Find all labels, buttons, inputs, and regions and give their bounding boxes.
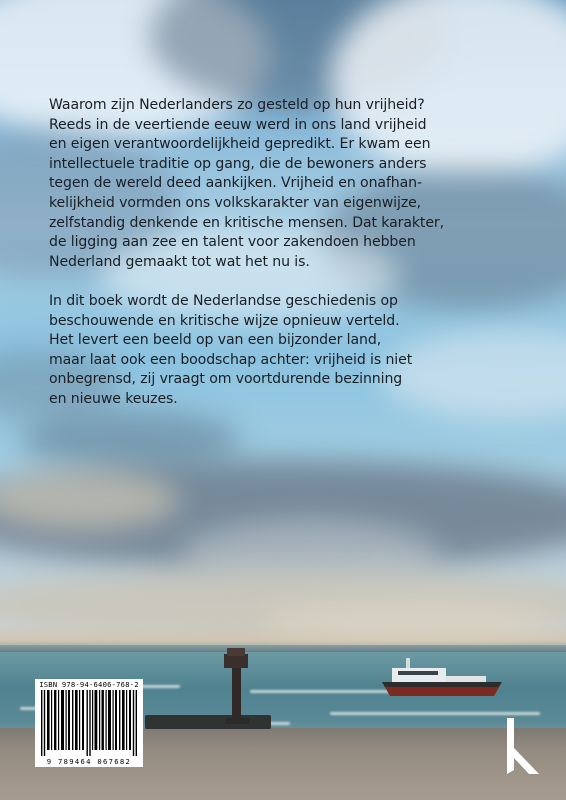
- groyne: [145, 715, 271, 729]
- beacon-tower-icon: [222, 648, 252, 724]
- barcode-digits: 9 789464 067682: [46, 757, 132, 766]
- isbn-label: ISBN 978-94-6406-768-2: [39, 680, 139, 689]
- publisher-logo-icon: [503, 718, 543, 774]
- blurb: [49, 96, 509, 410]
- blurb-paragraph-1: Waarom zijn Nederlanders zo gesteld op hun vrijheid? Reeds in de veertiende eeuw werd in ons land vrijheid en eigen verantwoordelijkheid gepredikt. Er kwam een intellectuele traditie op gang, die de bewoners anders tegen de wereld deed aankijken. Vrijheid en onafhan- kelijkheid vormden ons volkskarakter van eigenwijze, zelfstandig denkende en kritische mensen. Dat karakter, de ligging aan zee en talent voor zakendoen hebben Nederland gemaakt tot wat het nu is.: [49, 97, 445, 270]
- barcode-bars: [41, 690, 137, 756]
- pilot-boat-icon: [380, 654, 504, 700]
- blurb-paragraph-2: In dit boek wordt de Nederlandse geschiedenis op beschouwende en kritische wijze opnieuw verteld. Het levert een beeld op van een bijzonder land, maar laat ook een boodschap achter: vrijheid is niet onbegrensd, zij vraagt om voortdurende bezinning en nieuwe keuzes.: [49, 292, 413, 407]
